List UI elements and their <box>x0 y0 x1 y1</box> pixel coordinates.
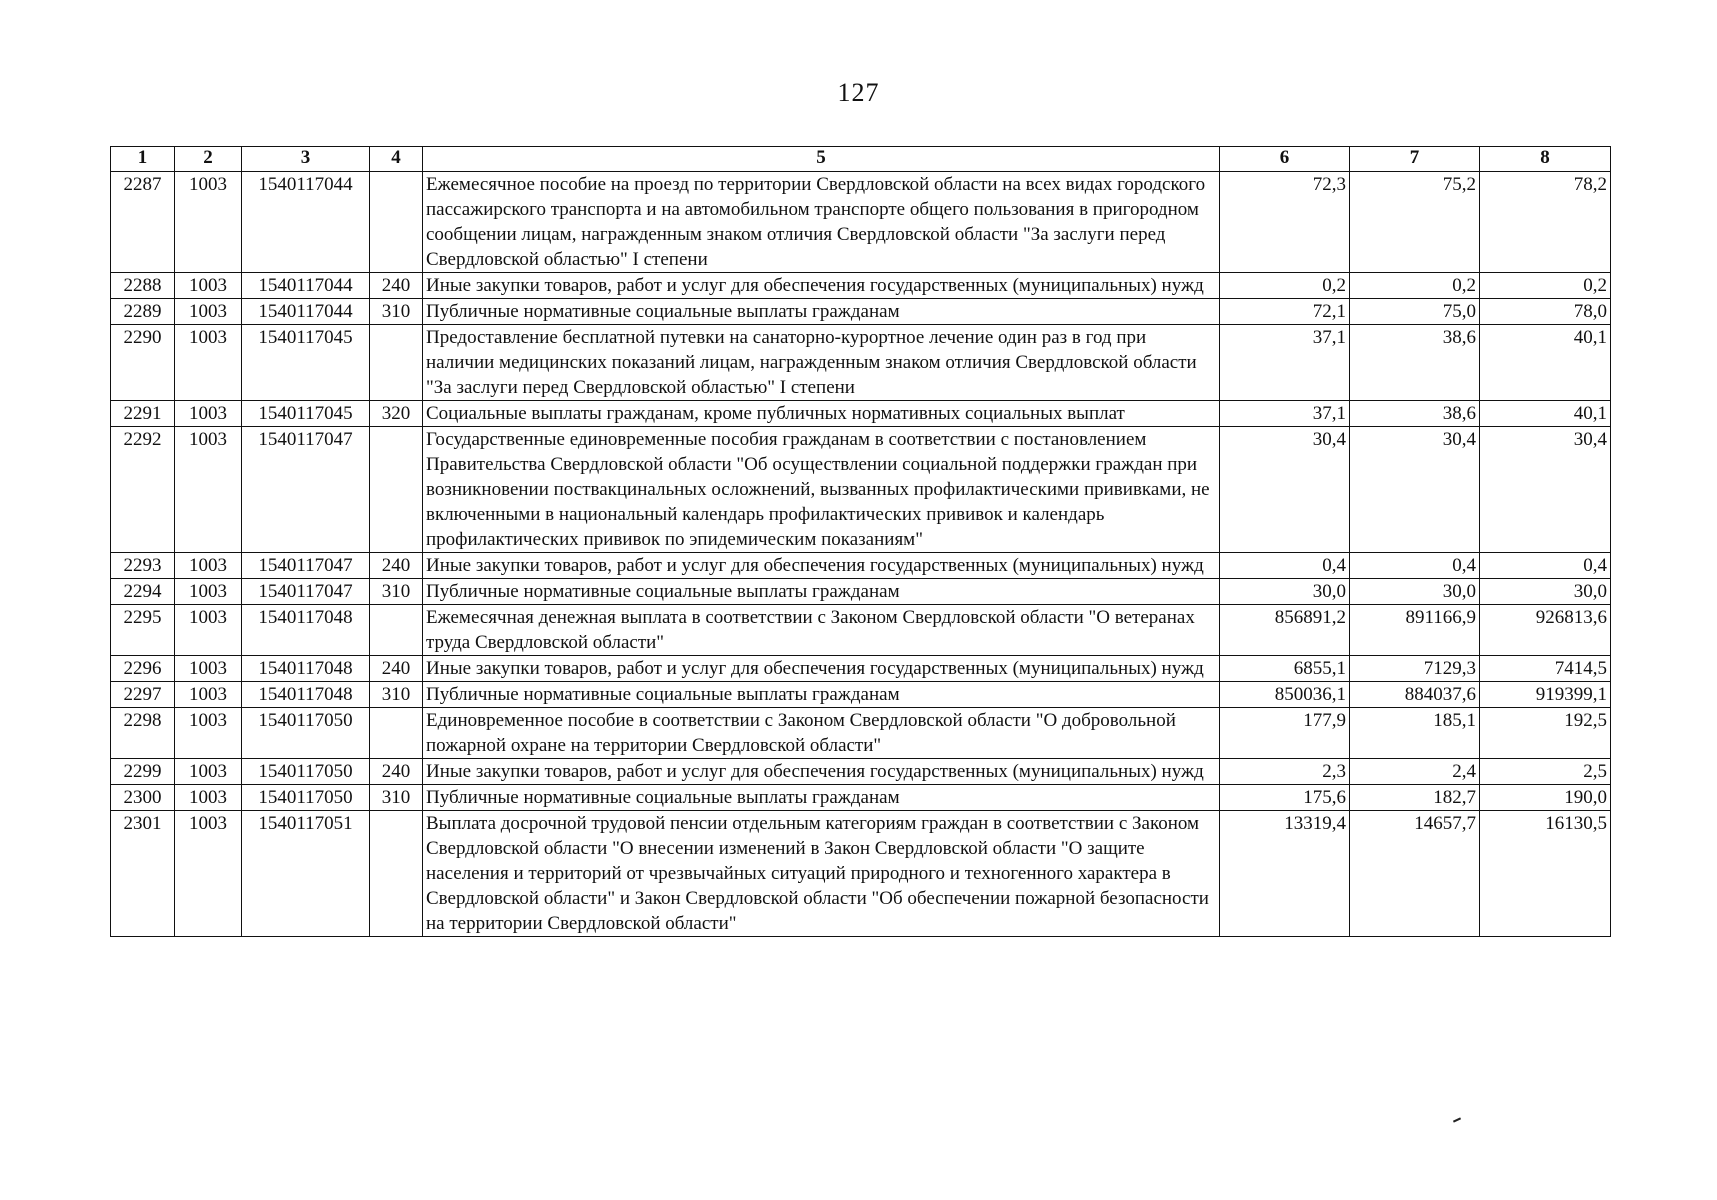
row-target-code: 1540117045 <box>242 401 370 427</box>
row-expense-type: 310 <box>370 682 423 708</box>
row-value-col8: 16130,5 <box>1480 811 1611 937</box>
table-row <box>111 553 1611 579</box>
row-description: Выплата досрочной трудовой пенсии отдельным категориям граждан в соответствии с Законом Свердловской области "О внесении изменений в Закон Свердловской области "О защите населения и территорий от чрезвычайных ситуаций природного и техногенного характера в Свердловской области" и Закон Свердловской области "Об обеспечении пожарной безопасности на территории Свердловской области" <box>423 811 1220 937</box>
row-value-col6: 0,4 <box>1220 553 1350 579</box>
row-expense-type: 320 <box>370 401 423 427</box>
table-row <box>111 401 1611 427</box>
row-expense-type <box>370 708 423 759</box>
row-section: 1003 <box>175 759 242 785</box>
row-value-col7: 2,4 <box>1350 759 1480 785</box>
row-expense-type <box>370 811 423 937</box>
row-value-col8: 78,2 <box>1480 172 1611 273</box>
row-number: 2297 <box>111 682 175 708</box>
table-row <box>111 172 1611 273</box>
row-number: 2293 <box>111 553 175 579</box>
row-section: 1003 <box>175 427 242 553</box>
row-value-col7: 75,0 <box>1350 299 1480 325</box>
row-value-col8: 0,4 <box>1480 553 1611 579</box>
row-description: Иные закупки товаров, работ и услуг для обеспечения государственных (муниципальных) нужд <box>423 759 1220 785</box>
header-col-2: 2 <box>175 147 242 172</box>
row-section: 1003 <box>175 811 242 937</box>
row-description: Иные закупки товаров, работ и услуг для обеспечения государственных (муниципальных) нужд <box>423 553 1220 579</box>
row-number: 2288 <box>111 273 175 299</box>
table-row <box>111 299 1611 325</box>
row-number: 2301 <box>111 811 175 937</box>
row-section: 1003 <box>175 273 242 299</box>
row-value-col8: 2,5 <box>1480 759 1611 785</box>
table-row <box>111 427 1611 553</box>
row-value-col8: 78,0 <box>1480 299 1611 325</box>
header-col-8: 8 <box>1480 147 1611 172</box>
row-value-col6: 0,2 <box>1220 273 1350 299</box>
row-description: Социальные выплаты гражданам, кроме публичных нормативных социальных выплат <box>423 401 1220 427</box>
row-value-col8: 30,4 <box>1480 427 1611 553</box>
table-row <box>111 682 1611 708</box>
table-row <box>111 785 1611 811</box>
table-header <box>111 147 1611 172</box>
table-body <box>111 172 1611 937</box>
row-value-col7: 14657,7 <box>1350 811 1480 937</box>
table-row <box>111 811 1611 937</box>
row-section: 1003 <box>175 605 242 656</box>
header-col-1: 1 <box>111 147 175 172</box>
row-value-col7: 38,6 <box>1350 325 1480 401</box>
row-value-col7: 884037,6 <box>1350 682 1480 708</box>
row-value-col7: 30,0 <box>1350 579 1480 605</box>
row-value-col6: 175,6 <box>1220 785 1350 811</box>
row-description: Иные закупки товаров, работ и услуг для обеспечения государственных (муниципальных) нужд <box>423 273 1220 299</box>
page-number: 127 <box>837 78 880 107</box>
row-number: 2290 <box>111 325 175 401</box>
header-col-7: 7 <box>1350 147 1480 172</box>
row-description: Ежемесячная денежная выплата в соответствии с Законом Свердловской области "О ветеранах труда Свердловской области" <box>423 605 1220 656</box>
row-number: 2287 <box>111 172 175 273</box>
row-target-code: 1540117051 <box>242 811 370 937</box>
row-number: 2289 <box>111 299 175 325</box>
row-value-col6: 30,0 <box>1220 579 1350 605</box>
row-value-col6: 72,1 <box>1220 299 1350 325</box>
row-description: Публичные нормативные социальные выплаты гражданам <box>423 299 1220 325</box>
budget-table <box>110 146 1611 937</box>
row-target-code: 1540117047 <box>242 553 370 579</box>
row-value-col6: 37,1 <box>1220 325 1350 401</box>
row-expense-type: 240 <box>370 273 423 299</box>
row-value-col7: 182,7 <box>1350 785 1480 811</box>
row-value-col6: 856891,2 <box>1220 605 1350 656</box>
row-expense-type <box>370 172 423 273</box>
row-value-col7: 0,4 <box>1350 553 1480 579</box>
table-row <box>111 759 1611 785</box>
row-expense-type <box>370 325 423 401</box>
row-section: 1003 <box>175 708 242 759</box>
row-number: 2300 <box>111 785 175 811</box>
row-target-code: 1540117045 <box>242 325 370 401</box>
table-row <box>111 579 1611 605</box>
row-value-col7: 7129,3 <box>1350 656 1480 682</box>
table-row <box>111 605 1611 656</box>
row-value-col8: 192,5 <box>1480 708 1611 759</box>
row-value-col8: 7414,5 <box>1480 656 1611 682</box>
row-number: 2295 <box>111 605 175 656</box>
row-value-col8: 40,1 <box>1480 325 1611 401</box>
row-expense-type: 310 <box>370 299 423 325</box>
row-number: 2299 <box>111 759 175 785</box>
table-row <box>111 325 1611 401</box>
row-description: Государственные единовременные пособия гражданам в соответствии с постановлением Правительства Свердловской области "Об осуществлении социальной поддержки граждан при возникновении поствакцинальных осложнений, вызванных профилактическими прививками, не включенными в национальный календарь профилактических прививок и календарь профилактических прививок по эпидемическим показаниям" <box>423 427 1220 553</box>
row-value-col6: 850036,1 <box>1220 682 1350 708</box>
row-section: 1003 <box>175 299 242 325</box>
row-value-col7: 185,1 <box>1350 708 1480 759</box>
row-value-col8: 0,2 <box>1480 273 1611 299</box>
row-expense-type: 240 <box>370 553 423 579</box>
row-number: 2294 <box>111 579 175 605</box>
row-number: 2292 <box>111 427 175 553</box>
row-target-code: 1540117050 <box>242 708 370 759</box>
row-expense-type: 240 <box>370 759 423 785</box>
row-expense-type: 310 <box>370 579 423 605</box>
row-value-col6: 2,3 <box>1220 759 1350 785</box>
row-description: Публичные нормативные социальные выплаты гражданам <box>423 785 1220 811</box>
row-expense-type <box>370 427 423 553</box>
row-target-code: 1540117047 <box>242 579 370 605</box>
row-target-code: 1540117044 <box>242 172 370 273</box>
row-target-code: 1540117050 <box>242 785 370 811</box>
table-row <box>111 656 1611 682</box>
row-description: Единовременное пособие в соответствии с Законом Свердловской области "О добровольной пожарной охране на территории Свердловской области" <box>423 708 1220 759</box>
row-value-col7: 75,2 <box>1350 172 1480 273</box>
stray-pen-mark <box>1453 1117 1461 1122</box>
header-col-3: 3 <box>242 147 370 172</box>
row-value-col8: 926813,6 <box>1480 605 1611 656</box>
row-section: 1003 <box>175 682 242 708</box>
row-description: Иные закупки товаров, работ и услуг для обеспечения государственных (муниципальных) нужд <box>423 656 1220 682</box>
row-value-col7: 0,2 <box>1350 273 1480 299</box>
row-value-col8: 40,1 <box>1480 401 1611 427</box>
row-value-col6: 6855,1 <box>1220 656 1350 682</box>
row-description: Публичные нормативные социальные выплаты гражданам <box>423 682 1220 708</box>
row-number: 2291 <box>111 401 175 427</box>
row-number: 2298 <box>111 708 175 759</box>
row-target-code: 1540117044 <box>242 299 370 325</box>
table-row <box>111 708 1611 759</box>
row-section: 1003 <box>175 785 242 811</box>
row-section: 1003 <box>175 401 242 427</box>
row-expense-type: 310 <box>370 785 423 811</box>
row-value-col7: 30,4 <box>1350 427 1480 553</box>
row-value-col6: 177,9 <box>1220 708 1350 759</box>
row-value-col8: 30,0 <box>1480 579 1611 605</box>
row-section: 1003 <box>175 656 242 682</box>
row-section: 1003 <box>175 579 242 605</box>
row-section: 1003 <box>175 553 242 579</box>
row-target-code: 1540117048 <box>242 605 370 656</box>
row-value-col8: 919399,1 <box>1480 682 1611 708</box>
row-value-col6: 72,3 <box>1220 172 1350 273</box>
row-section: 1003 <box>175 325 242 401</box>
row-number: 2296 <box>111 656 175 682</box>
row-target-code: 1540117050 <box>242 759 370 785</box>
row-expense-type <box>370 605 423 656</box>
row-value-col8: 190,0 <box>1480 785 1611 811</box>
table-row <box>111 273 1611 299</box>
row-value-col6: 37,1 <box>1220 401 1350 427</box>
header-col-5: 5 <box>423 147 1220 172</box>
row-target-code: 1540117048 <box>242 682 370 708</box>
header-row <box>111 147 1611 172</box>
row-description: Предоставление бесплатной путевки на санаторно-курортное лечение один раз в год при наличии медицинских показаний лицам, награжденным знаком отличия Свердловской области "За заслуги перед Свердловской областью" I степени <box>423 325 1220 401</box>
row-value-col6: 13319,4 <box>1220 811 1350 937</box>
row-target-code: 1540117044 <box>242 273 370 299</box>
row-section: 1003 <box>175 172 242 273</box>
row-description: Ежемесячное пособие на проезд по территории Свердловской области на всех видах городского пассажирского транспорта и на автомобильном транспорте общего пользования в пригородном сообщении лицам, награжденным знаком отличия Свердловской области "За заслуги перед Свердловской областью" I степени <box>423 172 1220 273</box>
row-description: Публичные нормативные социальные выплаты гражданам <box>423 579 1220 605</box>
row-value-col7: 38,6 <box>1350 401 1480 427</box>
header-col-6: 6 <box>1220 147 1350 172</box>
row-value-col7: 891166,9 <box>1350 605 1480 656</box>
row-value-col6: 30,4 <box>1220 427 1350 553</box>
header-col-4: 4 <box>370 147 423 172</box>
row-target-code: 1540117047 <box>242 427 370 553</box>
row-target-code: 1540117048 <box>242 656 370 682</box>
row-expense-type: 240 <box>370 656 423 682</box>
